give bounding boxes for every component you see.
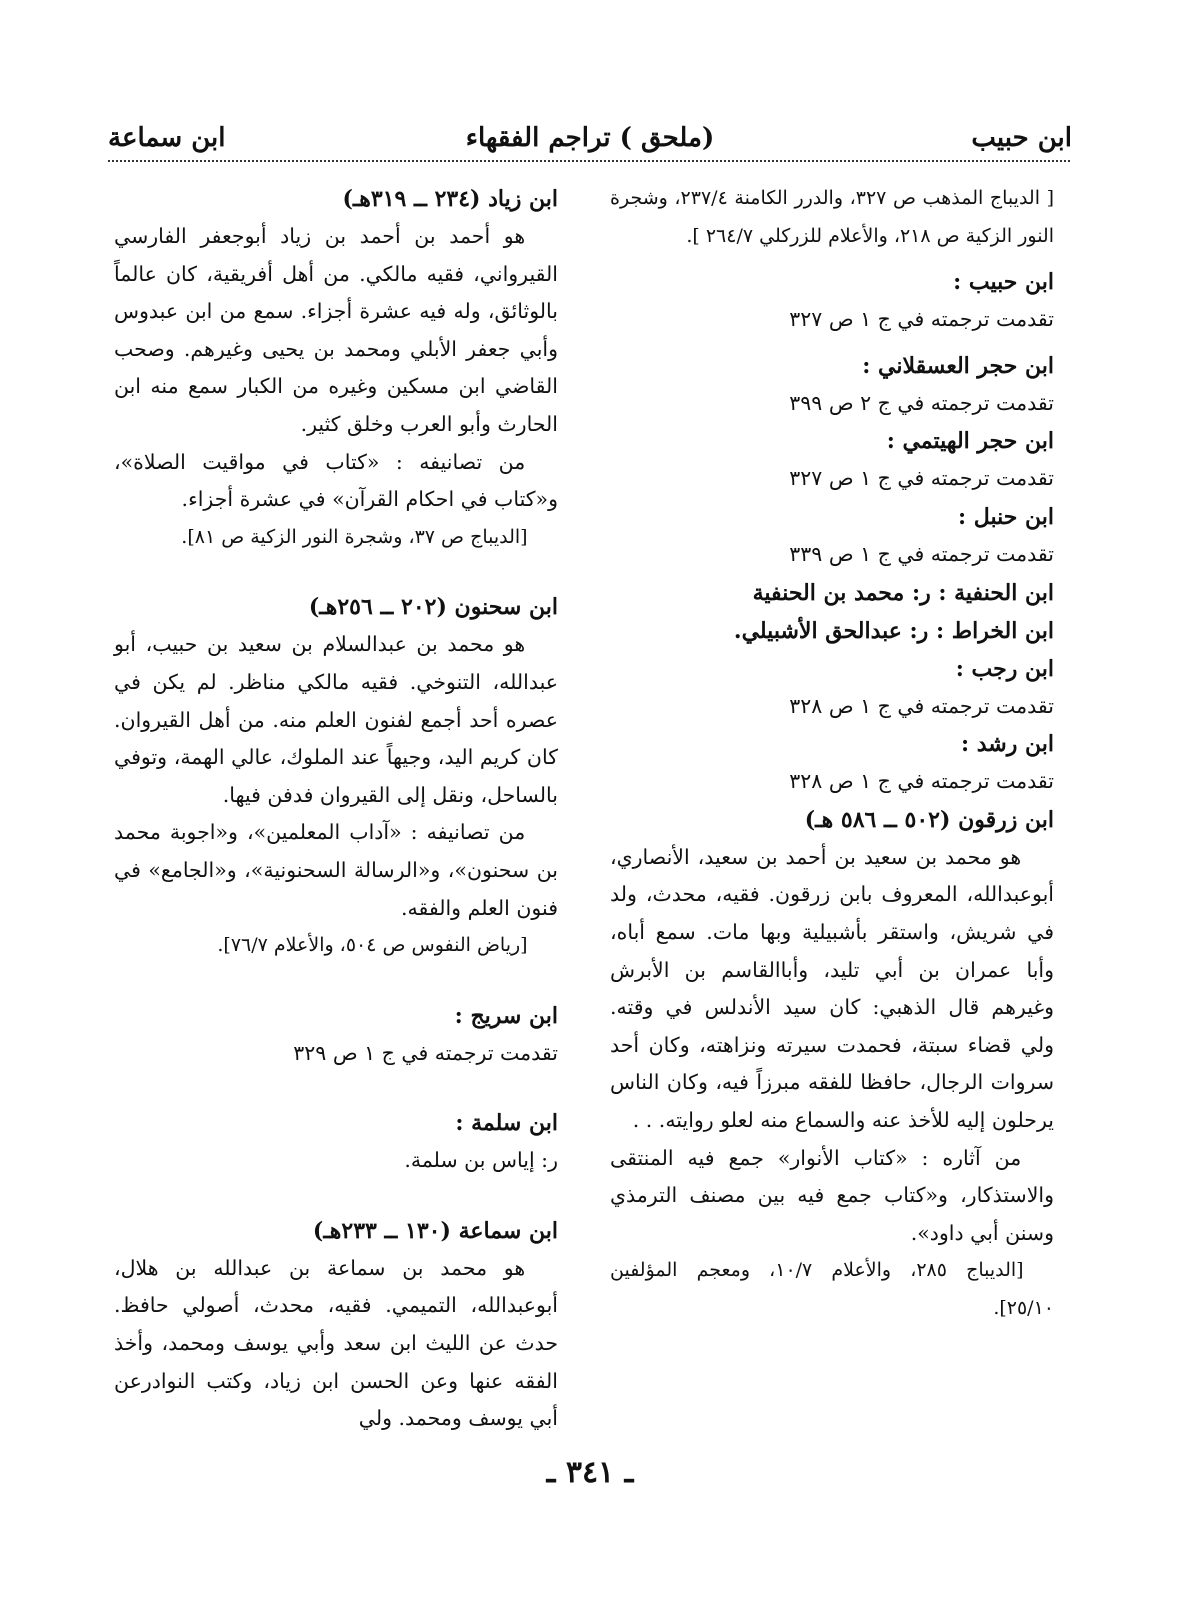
entry-text: ر: إياس بن سلمة. xyxy=(404,1148,558,1173)
header-center: (ملحق ) تراجم الفقهاء xyxy=(465,123,715,153)
entry-title: ابن سريج : xyxy=(454,1002,558,1029)
cross-reference: ابن الحنفية : ر: محمد بن الحنفية xyxy=(752,579,1054,606)
reference: [الديباج ٢٨٥، والأعلام ١٠/٧، ومعجم المؤلفين ٢٥/١٠]. xyxy=(610,1259,1054,1319)
entry-title: ابن سحنون (٢٠٢ ــ ٢٥٦هـ) xyxy=(308,594,558,621)
header-right: ابن حبيب xyxy=(971,123,1072,153)
entry-text: تقدمت ترجمته في ج ١ ص ٣٢٩ xyxy=(293,1040,558,1065)
reference: [ الديباج المذهب ص ٣٢٧، والدرر الكامنة ٢٣٧/٤، وشجرة النور الزكية ص ٢١٨، والأعلام للزركلي ٢٦٤/٧ ]. xyxy=(610,187,1054,247)
running-header xyxy=(108,118,1072,162)
left-column xyxy=(114,180,558,1438)
cross-reference: ابن الخراط : ر: عبدالحق الأشبيلي. xyxy=(733,617,1054,644)
entry-title: ابن زياد (٢٣٤ ــ ٣١٩هـ) xyxy=(342,186,558,212)
entry-bio: هو أحمد بن أحمد بن زياد أبوجعفر الفارسي القيرواني، فقيه مالكي. من أهل أفريقية، كان عالماً بالوثائق، وله فيه عشرة أجزاء. سمع من ابن عبدوس وأبي جعفر الأبلي ومحمد بن يحيى وغيرهم. وصحب القاضي ابن مسكين وغيره من الكبار سمع منه ابن الحارث وأبو العرب وخلق كثير. xyxy=(114,224,558,436)
entry-bio: هو محمد بن عبدالسلام بن سعيد بن حبيب، أبو عبدالله، التنوخي. فقيه مالكي مناظر. لم يكن في عصره أحد أجمع لفنون العلم منه. من أهل القيروان. كان كريم اليد، وجيهاً عند الملوك، عالي الهمة، وتوفي بالساحل، ونقل إلى القيروان فدفن فيها. xyxy=(114,632,558,807)
header-rule xyxy=(108,160,1070,162)
entry-title: ابن حبيب : xyxy=(953,269,1054,296)
right-column xyxy=(610,180,1054,1327)
entry-works: من تصانيفه : «آداب المعلمين»، و«اجوبة محمد بن سحنون»، و«الرسالة السحنونية»، و«الجامع» في فنون العلم والفقه. xyxy=(114,820,558,920)
entry-text: تقدمت ترجمته في ج ١ ص ٣٢٨ xyxy=(789,693,1054,718)
entry-title: ابن زرقون (٥٠٢ ــ ٥٨٦ هـ) xyxy=(804,806,1054,833)
entry-text: تقدمت ترجمته في ج ٢ ص ٣٩٩ xyxy=(789,390,1054,415)
entry-title: ابن رجب : xyxy=(955,655,1054,682)
entry-text: تقدمت ترجمته في ج ١ ص ٣٣٩ xyxy=(789,541,1054,566)
reference: [الديباج ص ٣٧، وشجرة النور الزكية ص ٨١]. xyxy=(181,525,528,548)
entry-title: ابن سماعة (١٣٠ ــ ٢٣٣هـ) xyxy=(312,1217,558,1244)
page-number: ـ ٣٤١ ـ xyxy=(546,1455,634,1490)
entry-title: ابن حجر الهيتمي : xyxy=(886,428,1054,455)
entry-title: ابن سلمة : xyxy=(455,1110,558,1137)
entry-title: ابن حجر العسقلاني : xyxy=(862,352,1054,379)
entry-text: تقدمت ترجمته في ج ١ ص ٣٢٨ xyxy=(789,769,1054,794)
entry-title: ابن حنبل : xyxy=(958,503,1054,530)
reference: [رياض النفوس ص ٥٠٤، والأعلام ٧٦/٧]. xyxy=(217,934,528,957)
entry-bio: هو محمد بن سماعة بن عبدالله بن هلال، أبوعبدالله، التميمي. فقيه، محدث، أصولي حافظ. حدث عن الليث ابن سعد وأبي يوسف ومحمد، وأخذ الفقه عنها وعن الحسن ابن زياد، وكتب النوادرعن أبي يوسف ومحمد. ولي xyxy=(114,1255,558,1431)
entry-text: تقدمت ترجمته في ج ١ ص ٣٢٧ xyxy=(789,307,1054,332)
entry-bio: هو محمد بن سعيد بن أحمد بن سعيد، الأنصاري، أبوعبدالله، المعروف بابن زرقون. فقيه، محدث، ولد في شريش، واستقر بأشبيلية وبها مات. سمع أباه، وأبا عمران بن أبي تليد، وأباالقاسم بن الأبرش وغيرهم قال الذهبي: كان سيد الأندلس في وقته. ولي قضاء سبتة، فحمدت سيرته ونزاهته، وكان أحد سروات الرجال، حافظا للفقه مبرزاً فيه، وكان الناس يرحلون إليه للأخذ عنه والسماع منه لعلو روايته. . . xyxy=(610,844,1054,1132)
entry-title: ابن رشد : xyxy=(960,731,1054,758)
header-left: ابن سماعة xyxy=(108,123,226,153)
entry-works: من آثاره : «كتاب الأنوار» جمع فيه المنتقى والاستذكار، و«كتاب جمع فيه بين مصنف الترمذي وسنن أبي داود». xyxy=(610,1145,1054,1245)
entry-works: من تصانيفه : «كتاب في مواقيت الصلاة»، و«كتاب في احكام القرآن» في عشرة أجزاء. xyxy=(114,449,558,512)
entry-text: تقدمت ترجمته في ج ١ ص ٣٢٧ xyxy=(789,466,1054,491)
